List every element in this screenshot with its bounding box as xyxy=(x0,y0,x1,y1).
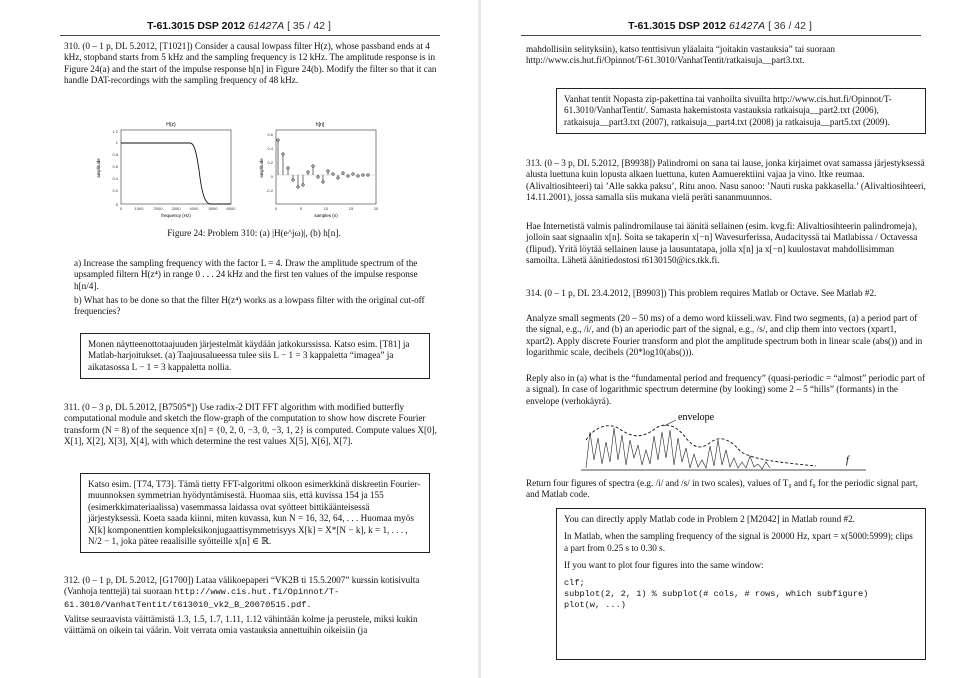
answer-hint-box-311: Katso esim. [T74, T73]. Tämä tietty FFT-algoritmi olkoon esimerkkinä diskreetin Fourier-muunnoksen symmetrian hyödyntämisestä. Huomaa siis, että kuvissa 154 ja 155 (esimerkkimateriaalissa) vasemmassa laidassa ovat syötteet bittikäänteisessä järjestyksessä. Koeta saada kiinni, miten kuvassa, kun N = 16, 32, 64, . . . Huomaa myös X[k] komponenttien kompleksikonjugaattisymmetrisyys X[k] = X*[N − k], k = 1, . . . , N/2 − 1, joka pätee reaalisille syötteille x[n] ∈ ℝ. xyxy=(80,473,430,553)
svg-text:20: 20 xyxy=(373,206,379,211)
envelope-label: envelope xyxy=(678,412,715,423)
problem-310-item-b: b) What has to be done so that the filter H(z⁴) works as a lowpass filter with the original cut-off frequencies? xyxy=(74,295,425,317)
matlab-hint-2: In Matlab, when the sampling frequency of the signal is 20000 Hz, xpart = x(5000:5999); clips a part from 0.25 s to 0.30 s. xyxy=(564,531,913,553)
fig-a-ylabel: amplitude xyxy=(96,158,101,178)
page-number: [ 36 / 42 ] xyxy=(768,20,812,32)
problem-310-text: 310. (0 – 1 p, DL 5.2012, [T1021]) Consider a causal lowpass filter H(z), whose passband ends at 4 kHz, stopband starts from 5 kHz and the sampling frequency is 12 kHz. The amplitude response is in Figure 24(a) and the start of the impulse response h[n] in Figure 24(b). Modify the filter so that it can handle DAT-recordings with the sampling frequency of 48 kHz. xyxy=(64,41,437,86)
exam-code: 61427A xyxy=(728,20,766,32)
exam-code: 61427A xyxy=(247,20,285,32)
code-line-2: subplot(2, 2, 1) % subplot(# cols, # rows, which subfigure) xyxy=(564,589,869,600)
svg-text:2000: 2000 xyxy=(153,206,163,211)
problem-312-tail: Valitse seuraavista väittämistä 1.3, 1.5, 1.7, 1.11, 1.12 vähintään kolme ja perustele, miksi kukin väittämä on oikein tai väärin. Voit verrata omia vastauksia annettuihin oikeisiin (ja xyxy=(64,614,418,636)
problem-312-head: 312. (0 – 1 p, DL 5.2012, [G1700]) Lataa välikoepaperi “VK2B ti 15.5.2007” kurssin kotisivulta (Vanhoja tenttejä) tai suoraan xyxy=(64,575,420,597)
spectrum-trace xyxy=(586,428,770,469)
envelope-sketch xyxy=(576,410,876,475)
svg-text:15: 15 xyxy=(348,206,354,211)
svg-text:-0.2: -0.2 xyxy=(266,188,273,193)
amplitude-curve xyxy=(121,143,231,204)
problem-314-return: Return four figures of spectra (e.g. /i/ and /s/ in two scales), values of T₀ and f₀ for the periodic signal part, and Matlab code. xyxy=(526,478,918,500)
code-line-1: clf; xyxy=(564,577,585,588)
figure-24-caption: Figure 24: Problem 310: (a) |H(e^jω)|, (b) h[n]. xyxy=(167,228,341,238)
problem-314-text: 314. (0 – 1 p, DL 23.4.2012, [B9903]) This problem requires Matlab or Octave. See Matlab #2. xyxy=(526,288,877,298)
problem-312-continuation: mahdollisiin selityksiin), katso tenttisivun yläalaita “joitakin vastauksia” tai suoraan http://www.cis.hut.fi/Opinnot/T-61.3010/VanhatTentit/ratkaisuja__part3.txt. xyxy=(526,44,835,66)
svg-text:0.2: 0.2 xyxy=(267,160,273,165)
svg-text:0.8: 0.8 xyxy=(112,152,118,157)
svg-text:0.2: 0.2 xyxy=(112,188,118,193)
svg-text:1.2: 1.2 xyxy=(112,129,118,134)
matlab-hint-box xyxy=(556,508,926,660)
svg-text:5: 5 xyxy=(299,206,303,211)
problem-313-text: 313. (0 – 3 p, DL 5.2012, [B9938]) Palindromi on sana tai lause, jonka kirjaimet ovat samassa järjestyksessä alusta luettuna kuin lopusta alkaen luettuna, kuten Aamuerektiini vajaa ja vino. Itke reumaa. (Alivaltiosihteeri) tai ’Alle sakka paksu’, Ritu anoo. Nasu sanoo: ’Nauti ruska pakkasella.’ (Alivaltiosihteeri, 14.11.2001), jossa samalla siis mukana vielä peräti sananmuunnos. xyxy=(526,158,926,203)
svg-text:0.4: 0.4 xyxy=(267,146,273,151)
matlab-hint-3: If you want to plot four figures into the same window: xyxy=(564,560,764,571)
page-36 xyxy=(481,0,959,678)
matlab-hint-1: You can directly apply Matlab code in Problem 2 [M2042] in Matlab round #2. xyxy=(564,514,855,524)
course-code: T-61.3015 DSP 2012 xyxy=(147,20,246,32)
fig-b-title: h[n] xyxy=(315,122,325,128)
problem-313-task: Hae Internetistä valmis palindromilause tai äänitä sellainen (esim. kvg.fi: Alivaltiosihteerin palindromeja), jolloin saat signaalin x[n]. Soita se takaperin x[−n] Wavesurferissa, Audacityssä tai Matlabissa / Octavessa (flipud). Yritä löytää sellainen lause ja lausuntatapa, jolla x[n] ja x[−n] kuulostavat mahdollisimman samoilta. Lähetä äänitiedostosi t6130150@ics.tkk.fi. xyxy=(526,221,918,266)
old-exams-box: Vanhat tentit Nopasta zip-pakettina tai vanhoilta sivuilta http://www.cis.hut.fi/Opinnot/T-61.3010/VanhatTentit/. Samasta hakemistosta vastauksia ratkaisuja__part2.txt (2006), ratkaisuja__part3.txt (2007), ratkaisuja__part4.txt (2008) ja ratkaisuja__part5.txt (2009). xyxy=(556,88,926,134)
impulse-stems xyxy=(277,139,369,188)
page-35 xyxy=(0,0,478,678)
course-code: T-61.3015 DSP 2012 xyxy=(628,20,727,32)
answer-hint-box-310: Monen näytteenottotaajuuden järjestelmät käydään jatkokurssissa. Katso esim. [T81] ja Matlab-harjoitukset. (a) Taajuusalueessa tulee siis L − 1 = 3 kappaletta “imagea” ja aikatasossa L − 1 = 3 kappaletta nollia. xyxy=(80,333,430,379)
fig-b-xlabel: samples (n) xyxy=(314,213,338,218)
svg-text:5000: 5000 xyxy=(208,206,218,211)
svg-text:6000: 6000 xyxy=(226,206,236,211)
problem-311-text: 311. (0 – 3 p, DL 5.2012, [B7505*]) Use radix-2 DIT FFT algorithm with modified butterfly computational module and sketch the flow-graph of the computation to show how discrete Fourier transform (N = 8) of the sequence x[n] = {0, 2, 0, −3, 0, −3, 1, 2} is computed. Compute values X[0], X[1], X[2], X[3], X[4], with which determine the rest values X[5], X[6], X[7]. xyxy=(64,402,437,447)
figure-24b xyxy=(258,120,383,222)
problem-314-analyze: Analyze small segments (20 – 50 ms) of a demo word kiisseli.wav. Find two segments, (a) a period part of the signal, e.g., /i/, and (b) an aperiodic part of the signal, e.g., /s/, and clip them into vectors (xpart1, xpart2). Apply discrete Fourier transform and plot the amplitude spectrum both in linear scale (abs()) and in logarithmic scale, decibels (20*log10(abs())). xyxy=(526,313,923,358)
svg-text:0.6: 0.6 xyxy=(112,164,118,169)
problem-314-reply: Reply also in (a) what is the “fundamental period and frequency” (quasi-periodic = “almost” periodic part of a signal). In case of logarithmic spectrum determine (by looking) some 2 – 5 “hills” (formants) in the envelope (verhokäyrä). xyxy=(526,373,926,406)
svg-text:0: 0 xyxy=(274,206,278,211)
page-header xyxy=(0,20,478,32)
svg-text:10: 10 xyxy=(323,206,329,211)
problem-310-item-a: a) Increase the sampling frequency with the factor L = 4. Draw the amplitude spectrum of the upsampled filtern H(z⁴) in range 0 . . . 24 kHz and the first ten values of the impulse response h[n/4]. xyxy=(74,258,418,291)
fig-a-xlabel: frequency (Hz) xyxy=(161,213,191,218)
figure-24a xyxy=(86,120,256,222)
page-header xyxy=(481,20,959,32)
svg-text:0.6: 0.6 xyxy=(267,132,273,137)
svg-text:1000: 1000 xyxy=(134,206,144,211)
svg-text:0: 0 xyxy=(119,206,123,211)
svg-text:0: 0 xyxy=(115,202,118,207)
header-rule xyxy=(60,35,440,36)
frequency-axis-label: f xyxy=(846,455,849,466)
fig-a-title: H(z) xyxy=(166,122,176,128)
header-rule xyxy=(521,35,921,36)
svg-text:0: 0 xyxy=(270,174,273,179)
problem-312-text xyxy=(64,575,444,611)
svg-text:1: 1 xyxy=(115,140,118,145)
svg-text:4000: 4000 xyxy=(189,206,199,211)
svg-text:0.4: 0.4 xyxy=(112,176,118,181)
fig-b-ylabel: amplitude xyxy=(259,158,264,178)
code-line-3: plot(w, ...) xyxy=(564,600,626,611)
exam-pdf-link[interactable]: http://www.cis.hut.fi/Opinnot/T-61.3010/VanhatTentit/t613010_vk2_B_20070515.pdf. xyxy=(64,587,340,610)
svg-text:3000: 3000 xyxy=(171,206,181,211)
page-number: [ 35 / 42 ] xyxy=(287,20,331,32)
